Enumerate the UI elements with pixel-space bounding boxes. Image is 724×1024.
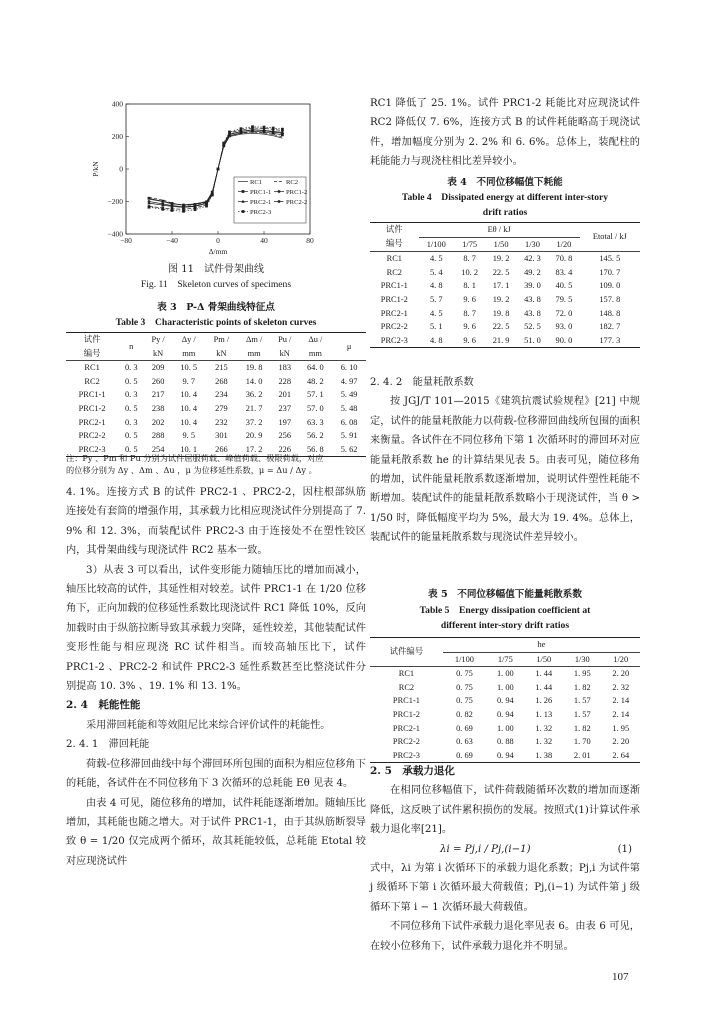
table-cell: 209: [151, 363, 165, 373]
table-cell: 260: [151, 376, 165, 386]
table-cell: 1. 00: [496, 682, 514, 692]
t3-h-specimen: 试件: [83, 335, 101, 344]
table-row: [370, 667, 640, 681]
table4-title-en-2: drift ratios: [482, 207, 528, 218]
data-point: [148, 206, 151, 209]
table-row: [370, 694, 640, 708]
table-row: [370, 320, 640, 334]
table-cell: 17. 1: [492, 281, 510, 291]
drift-ratio-header: 1/30: [574, 654, 590, 664]
table3: [66, 332, 366, 457]
y-tick-label: 0: [119, 164, 123, 174]
table-cell: 21. 7: [245, 403, 263, 413]
table-cell: 1. 44: [535, 669, 553, 679]
table-cell: 1. 57: [573, 709, 591, 719]
equation-number: (1): [617, 843, 632, 855]
table-cell: RC2: [386, 267, 402, 277]
table-cell: PRC2-3: [380, 335, 408, 345]
table-cell: 43. 8: [524, 294, 541, 304]
table-cell: 70. 8: [555, 254, 573, 264]
table-cell: 2. 14: [612, 709, 630, 719]
data-point: [161, 208, 164, 211]
table-cell: 93. 0: [555, 322, 573, 332]
table-cell: 183: [278, 363, 291, 373]
table-row: [370, 293, 640, 307]
table-cell: 22. 5: [492, 267, 510, 277]
table-cell: 19. 2: [492, 294, 510, 304]
table-cell: 109. 0: [599, 281, 621, 291]
table-row: [66, 429, 366, 443]
x-tick-label: 80: [306, 236, 314, 245]
table-row: [370, 749, 640, 763]
drift-ratio-header: 1/50: [493, 239, 509, 249]
t4-h-energy-group: Eθ / kJ: [419, 223, 580, 238]
t3-h-unit-mm: mm: [247, 348, 261, 358]
drift-ratio-header: 1/50: [536, 654, 552, 664]
y-tick-label: −400: [107, 229, 123, 239]
table-cell: 1. 70: [573, 737, 591, 747]
table4: [370, 222, 640, 348]
legend-label: PRC2-3: [250, 209, 272, 216]
table-cell: 5. 7: [429, 294, 443, 304]
table-cell: 301: [215, 431, 228, 441]
table-cell: 19. 8: [245, 363, 263, 373]
table-cell: 56. 2: [306, 431, 324, 441]
table-cell: 56. 8: [306, 444, 324, 454]
table-cell: PRC2-2: [392, 737, 420, 747]
table-cell: 39. 0: [524, 281, 541, 291]
table-cell: PRC2-1: [78, 417, 106, 427]
table-cell: 0. 3: [124, 363, 138, 373]
table-cell: PRC2-3: [392, 750, 420, 760]
t3-h-pu: Pu /: [278, 335, 292, 344]
data-point: [161, 200, 164, 203]
table-cell: 1. 32: [535, 723, 553, 733]
table-row: [370, 334, 640, 348]
table-cell: 63. 3: [306, 417, 324, 427]
paragraph: 4. 1%。连接方式 B 的试件 PRC2-1 、PRC2-2，因柱根部纵筋连接处有套筒的增强作用，其承载力比相应现浇试件分别提高了 7. 9% 和 12. 3%，而装配试件 PRC2-3 由于连接处不在塑性铰区内，其骨架曲线与现浇试件 RC2 基本一致。: [66, 487, 366, 557]
table-cell: 2. 14: [612, 696, 630, 706]
table-cell: 14. 0: [245, 376, 263, 386]
x-tick-label: 40: [260, 236, 268, 245]
table-cell: 197: [278, 417, 291, 427]
table-cell: 5. 62: [340, 444, 358, 454]
table-cell: 0. 69: [456, 750, 473, 760]
data-point: [272, 127, 275, 130]
table-cell: 37. 2: [245, 417, 263, 427]
drift-ratio-header: 1/20: [613, 654, 629, 664]
table-row: [370, 307, 640, 321]
table-cell: 5. 1: [429, 322, 443, 332]
table-cell: 4. 8: [429, 335, 443, 345]
table-cell: PRC1-2: [380, 294, 408, 304]
table-cell: 9. 6: [463, 322, 476, 332]
table-cell: 0. 3: [124, 417, 138, 427]
table-cell: 19. 2: [492, 254, 510, 264]
table-cell: 49. 2: [524, 267, 541, 277]
table-cell: 217: [151, 390, 165, 400]
table-cell: 1. 82: [573, 682, 591, 692]
table-cell: 8. 1: [463, 281, 476, 291]
drift-ratio-header: 1/75: [497, 654, 513, 664]
section-heading: 2. 5 承载力退化: [370, 765, 455, 777]
data-point: [222, 142, 225, 145]
legend-label: RC1: [250, 179, 263, 186]
table-cell: 0. 82: [456, 709, 473, 719]
table-cell: 90. 0: [555, 335, 573, 345]
table3-title-zh: 表 3 P-Δ 骨架曲线特征点: [157, 302, 275, 313]
data-point: [217, 168, 220, 171]
table-cell: 9. 6: [463, 335, 476, 345]
table-row: [370, 252, 640, 266]
table-cell: 52. 5: [524, 322, 541, 332]
table-cell: 6. 08: [340, 417, 358, 427]
table-cell: 254: [151, 444, 165, 454]
table-cell: 1. 26: [535, 696, 553, 706]
table-cell: 36. 2: [245, 390, 263, 400]
data-point: [263, 126, 266, 129]
paragraph: 由表 4 可见，随位移角的增加，试件耗能逐渐增加。随轴压比增加，其耗能也随之增大。对于试件 PRC1-1，由于其纵筋断裂导致 θ = 1/20 仅完成两个循环，故其耗能较低，总耗能 Etotal 较对应现浇试件: [66, 797, 366, 867]
data-point: [281, 128, 284, 131]
table-cell: 0. 5: [124, 403, 138, 413]
table-cell: 266: [215, 444, 228, 454]
table-cell: 228: [278, 376, 291, 386]
table-cell: 0. 75: [456, 669, 473, 679]
table-cell: 1. 38: [535, 750, 553, 760]
table-cell: 10. 4: [180, 403, 198, 413]
table-cell: PRC1-2: [78, 403, 106, 413]
table-cell: 279: [215, 403, 228, 413]
data-point: [182, 210, 185, 213]
t4-h-total: Etotal / kJ: [592, 232, 627, 242]
paragraph: 式中，λi 为第 i 次循环下的承载力退化系数；Pj,i 为试件第 j 级循环下第 i 次循环最大荷载值；Pj,(i−1) 为试件第 j 级循环下第 i − 1 次循环最大荷载值。: [370, 863, 640, 913]
t3-h-unit-kn: kN: [152, 348, 164, 358]
legend-marker: [242, 210, 245, 213]
table-row: [370, 681, 640, 695]
table-cell: 145. 5: [599, 254, 621, 264]
y-tick-label: 200: [111, 132, 123, 141]
table3-title-en: Table 3 Characteristic points of skeleton curves: [115, 317, 317, 328]
data-point: [148, 197, 151, 200]
table-cell: PRC1-1: [392, 696, 420, 706]
t3-h-dm: Δm /: [245, 335, 263, 344]
table-cell: 0. 5: [124, 431, 138, 441]
table-cell: 9. 7: [182, 376, 195, 386]
table-cell: 0. 94: [496, 696, 514, 706]
table-row: [370, 266, 640, 280]
table-cell: 57. 1: [306, 390, 324, 400]
table-cell: 83. 4: [555, 267, 573, 277]
table-row: [66, 402, 366, 416]
table5: [370, 637, 640, 763]
table-cell: RC2: [398, 682, 415, 692]
table-cell: RC1: [84, 363, 100, 373]
t5-h-he-group: he: [443, 638, 640, 653]
table-cell: 238: [151, 403, 165, 413]
y-tick-label: 400: [111, 99, 123, 109]
right-bottom-text: [370, 762, 640, 956]
table-cell: 177. 3: [599, 335, 621, 345]
table-cell: 8. 7: [463, 254, 476, 264]
data-point: [240, 127, 243, 130]
table3-header-row-2: [66, 347, 366, 361]
figure-caption-en: Fig. 11 Skeleton curves of specimens: [140, 279, 292, 290]
table5-header-row-1: [370, 638, 640, 653]
table-cell: 4. 5: [429, 308, 443, 318]
t3-h-unit-kn: kN: [216, 348, 227, 358]
y-tick-label: −200: [107, 197, 123, 206]
x-tick-label: −40: [166, 236, 178, 245]
left-body-text: [66, 483, 366, 871]
paragraph: 不同位移角下试件承载力退化率见表 6。由表 6 可见，在较小位移角下，试件承载力退化并不明显。: [370, 921, 640, 952]
table-cell: 0. 88: [496, 737, 514, 747]
table-cell: 2. 20: [612, 669, 630, 679]
table-cell: 42. 3: [524, 254, 541, 264]
table-cell: 72. 0: [555, 308, 573, 318]
table-cell: PRC2-1: [392, 723, 420, 733]
table-cell: 0. 69: [456, 723, 473, 733]
drift-ratio-header: 1/30: [525, 239, 540, 249]
legend-marker: [278, 190, 281, 193]
section-heading: 2. 4 耗能性能: [66, 699, 141, 712]
legend-label: PRC2-2: [286, 199, 308, 206]
table5-title-zh: 表 5 不同位移幅值下能量耗散系数: [428, 589, 582, 600]
table-cell: 0. 63: [456, 737, 473, 747]
table-cell: 48. 2: [306, 376, 324, 386]
table-cell: 5. 91: [340, 431, 358, 441]
right-top-text: [370, 94, 640, 172]
table-cell: 0. 3: [124, 390, 138, 400]
table-cell: PRC1-1: [380, 281, 408, 291]
t4-h-specimen: 试件: [385, 225, 403, 235]
paragraph: 采用滞回耗能和等效阻尼比来综合评价试件的耗能性。: [86, 719, 331, 731]
table-cell: 234: [215, 390, 228, 400]
table-cell: RC1: [398, 669, 415, 679]
data-point: [228, 131, 231, 134]
table-cell: 5. 48: [340, 403, 358, 413]
paragraph: RC1 降低了 25. 1%。试件 PRC1-2 耗能比对应现浇试件 RC2 降低仅 7. 6%，连接方式 B 的试件耗能略高于现浇试件，增加幅度分别为 2. 2% 和 6. 6%。总体上，装配柱的耗能能力与现浇柱相比差异较小。: [370, 98, 640, 168]
table3-note-1: 注：Py 、Pm 和 Pu 分别为试件屈服荷载、峰值荷载、极限荷载，对应: [66, 453, 324, 463]
table-cell: 157. 8: [599, 294, 621, 304]
table4-title-zh: 表 4 不同位移幅值下耗能: [447, 177, 563, 188]
table-cell: 64. 0: [306, 363, 324, 373]
drift-ratio-header: 1/75: [462, 239, 478, 249]
t3-h-unit-mm: mm: [308, 348, 322, 358]
table3-note-2: 的位移分别为 Δy 、Δm 、Δu ，μ 为位移延性系数，μ = Δu / Δy 。: [66, 465, 317, 475]
data-point: [211, 194, 214, 197]
table-cell: 202: [151, 417, 165, 427]
paragraph: 在相同位移幅值下，试件荷载随循环次数的增加而逐渐降低，这反映了试件累积损伤的发展。按照式(1)计算试件承载力退化率[21]。: [370, 785, 640, 836]
equation-1: [370, 840, 640, 859]
table-cell: 19. 8: [492, 308, 510, 318]
table-cell: 182. 7: [599, 322, 621, 332]
paragraph: 按 JGJ/T 101—2015《建筑抗震试验规程》[21] 中规定，试件的能量耗散能力以荷载-位移滞回曲线所包围的面积来衡量。各试件在不同位移角下第 1 次循环时的滞回环对应能量耗散系数 he 的计算结果见表 5。由表可见，随位移角的增加，试件能量耗散系数逐渐增加，说明试件塑性耗能不断增加。装配试件的能量耗散系数略小于现浇试件，当 θ > 1/50 时，降低幅度平均为 5%，最大为 19. 4%。总体上，装配试件的能量耗散系数与现浇试件差异较小。: [370, 396, 640, 544]
table-cell: 148. 8: [599, 308, 621, 318]
table-cell: PRC2-2: [380, 322, 408, 332]
table-cell: 0. 75: [456, 696, 473, 706]
subsection-heading: 2. 4. 1 滞回耗能: [66, 739, 150, 751]
table-cell: 1. 00: [496, 669, 514, 679]
table5-title-en-1: Table 5 Energy dissipation coefficient at: [419, 605, 591, 616]
table-cell: 6. 10: [340, 363, 358, 373]
table-cell: 40. 5: [555, 281, 573, 291]
table-cell: 1. 44: [535, 682, 553, 692]
table-cell: 288: [151, 431, 165, 441]
page-number: 107: [612, 971, 629, 983]
table-cell: 8. 7: [463, 308, 476, 318]
table-cell: 9. 5: [182, 431, 195, 441]
t3-h-du: Δu /: [308, 335, 323, 344]
table3-header-row-1: [66, 333, 366, 347]
right-body-text: [370, 373, 640, 548]
legend-label: PRC2-1: [250, 199, 272, 206]
data-point: [205, 205, 208, 208]
table-cell: 22. 5: [492, 322, 510, 332]
table-cell: 237: [278, 403, 291, 413]
table-cell: 0. 94: [496, 709, 514, 719]
table-cell: 10. 2: [461, 267, 479, 277]
table-row: [370, 735, 640, 749]
table-cell: 170. 7: [599, 267, 621, 277]
paragraph: 3）从表 3 可以看出，试件变形能力随轴压比的增加而减小，轴压比较高的试件，其延性相对较差。试件 PRC1-1 在 1/20 位移角下，正向加载的位移延性系数比现浇试件 RC1 降低 10%，反向加载时由于纵筋拉断导致其承载力突降，延性较差，其他装配试件变形性能与相应现浇 RC 试件相当。而较高轴压比下，试件 PRC1-2 、PRC2-2 和试件 PRC2-3 延性系数甚至比整浇试件分别提高 10. 3% 、19. 1% 和 13. 1%。: [66, 564, 366, 693]
table-cell: 1. 82: [573, 723, 591, 733]
t3-h-mu: μ: [346, 341, 352, 351]
table-cell: 43. 8: [524, 308, 541, 318]
table-cell: 5. 4: [429, 267, 443, 277]
table-cell: 1. 32: [535, 737, 553, 747]
table-cell: 4. 8: [429, 281, 443, 291]
table-cell: RC1: [386, 254, 402, 264]
table-cell: PRC2-1: [380, 308, 408, 318]
t3-h-pm: Pm /: [213, 335, 230, 344]
table-cell: 10. 4: [180, 417, 198, 427]
x-tick-label: −80: [120, 236, 132, 245]
table-cell: 57. 0: [306, 403, 324, 413]
x-axis-label: Δ/mm: [208, 247, 228, 256]
t5-h-specimen: 试件编号: [389, 647, 424, 657]
table-cell: 0. 94: [496, 750, 514, 760]
table-cell: 2. 01: [573, 750, 591, 760]
table5-title-en-2: different inter-story drift ratios: [440, 620, 570, 631]
table-row: [370, 722, 640, 736]
table-cell: 17. 2: [245, 444, 263, 454]
table-cell: PRC1-2: [392, 709, 420, 719]
legend-marker: [242, 190, 245, 193]
table-cell: 201: [278, 390, 291, 400]
table-cell: 1. 95: [612, 723, 630, 733]
table-cell: 10. 4: [180, 390, 198, 400]
t3-h-unit-mm: mm: [182, 348, 196, 358]
t3-h-dy: Δy /: [181, 335, 196, 344]
table-cell: 4. 5: [429, 254, 443, 264]
legend-label: RC2: [286, 179, 299, 186]
table-cell: PRC2-2: [78, 431, 106, 441]
subsection-heading: 2. 4. 2 能量耗散系数: [370, 377, 474, 388]
y-axis-label: P/kN: [91, 161, 100, 177]
table-cell: PRC1-1: [78, 390, 106, 400]
table-cell: 0. 5: [124, 444, 138, 454]
table-cell: 10. 1: [180, 444, 198, 454]
figure-caption-zh: 图 11 试件骨架曲线: [168, 264, 264, 275]
x-tick-label: 0: [216, 236, 220, 245]
legend-marker: [278, 200, 281, 203]
table-cell: 226: [278, 444, 291, 454]
table-row: [66, 388, 366, 402]
skeleton-curve-chart: [88, 96, 328, 256]
table-row: [66, 416, 366, 430]
table-row: [370, 279, 640, 293]
data-point: [171, 209, 174, 212]
table-cell: 2. 64: [612, 750, 630, 760]
data-point: [251, 125, 254, 128]
table-cell: 0. 5: [124, 376, 138, 386]
drift-ratio-header: 1/100: [454, 654, 474, 664]
table-cell: 1. 00: [496, 723, 514, 733]
drift-ratio-header: 1/20: [556, 239, 572, 249]
table-cell: RC2: [84, 376, 100, 386]
drift-ratio-header: 1/100: [426, 239, 446, 249]
table-row: [66, 375, 366, 389]
table-cell: 9. 6: [463, 294, 476, 304]
t3-h-unit-kn: kN: [279, 348, 290, 358]
table-cell: 79. 5: [555, 294, 573, 304]
table-cell: 20. 9: [245, 431, 263, 441]
t4-h-specimen-2: 编号: [385, 239, 403, 249]
table-cell: 2. 32: [612, 682, 630, 692]
equation-body: λi = Pj,i / Pj,(i−1): [440, 843, 531, 855]
table4-title-en-1: Table 4 Dissipated energy at different inter-story: [401, 192, 609, 203]
table-cell: 5. 49: [340, 390, 358, 400]
table-cell: 2. 20: [612, 737, 630, 747]
t3-h-n: n: [129, 341, 134, 351]
legend-label: PRC1-2: [286, 189, 308, 196]
table-cell: 10. 5: [180, 363, 198, 373]
table-cell: 232: [215, 417, 228, 427]
table-cell: 215: [215, 363, 228, 373]
table-cell: PRC2-3: [78, 444, 106, 454]
t3-h-specimen-2: 编号: [83, 348, 101, 358]
table-cell: 1. 13: [535, 709, 553, 719]
table-cell: 256: [278, 431, 291, 441]
data-point: [194, 208, 197, 211]
table-cell: 21. 9: [492, 335, 510, 345]
table-cell: 0. 75: [456, 682, 473, 692]
table-cell: 1. 57: [573, 696, 591, 706]
table-row: [370, 708, 640, 722]
legend-label: PRC1-1: [250, 189, 272, 196]
table-cell: 4. 97: [340, 376, 358, 386]
paragraph: 荷载-位移滞回曲线中每个滞回环所包围的面积为相应位移角下的耗能，各试件在不同位移角下 3 次循环的总耗能 Eθ 见表 4。: [66, 758, 366, 790]
table-row: [66, 361, 366, 375]
table-cell: 268: [215, 376, 228, 386]
t3-h-py: Py /: [151, 335, 165, 344]
table4-header-row-1: [370, 223, 640, 238]
table-cell: 51. 0: [524, 335, 541, 345]
table-cell: 1. 95: [573, 669, 591, 679]
